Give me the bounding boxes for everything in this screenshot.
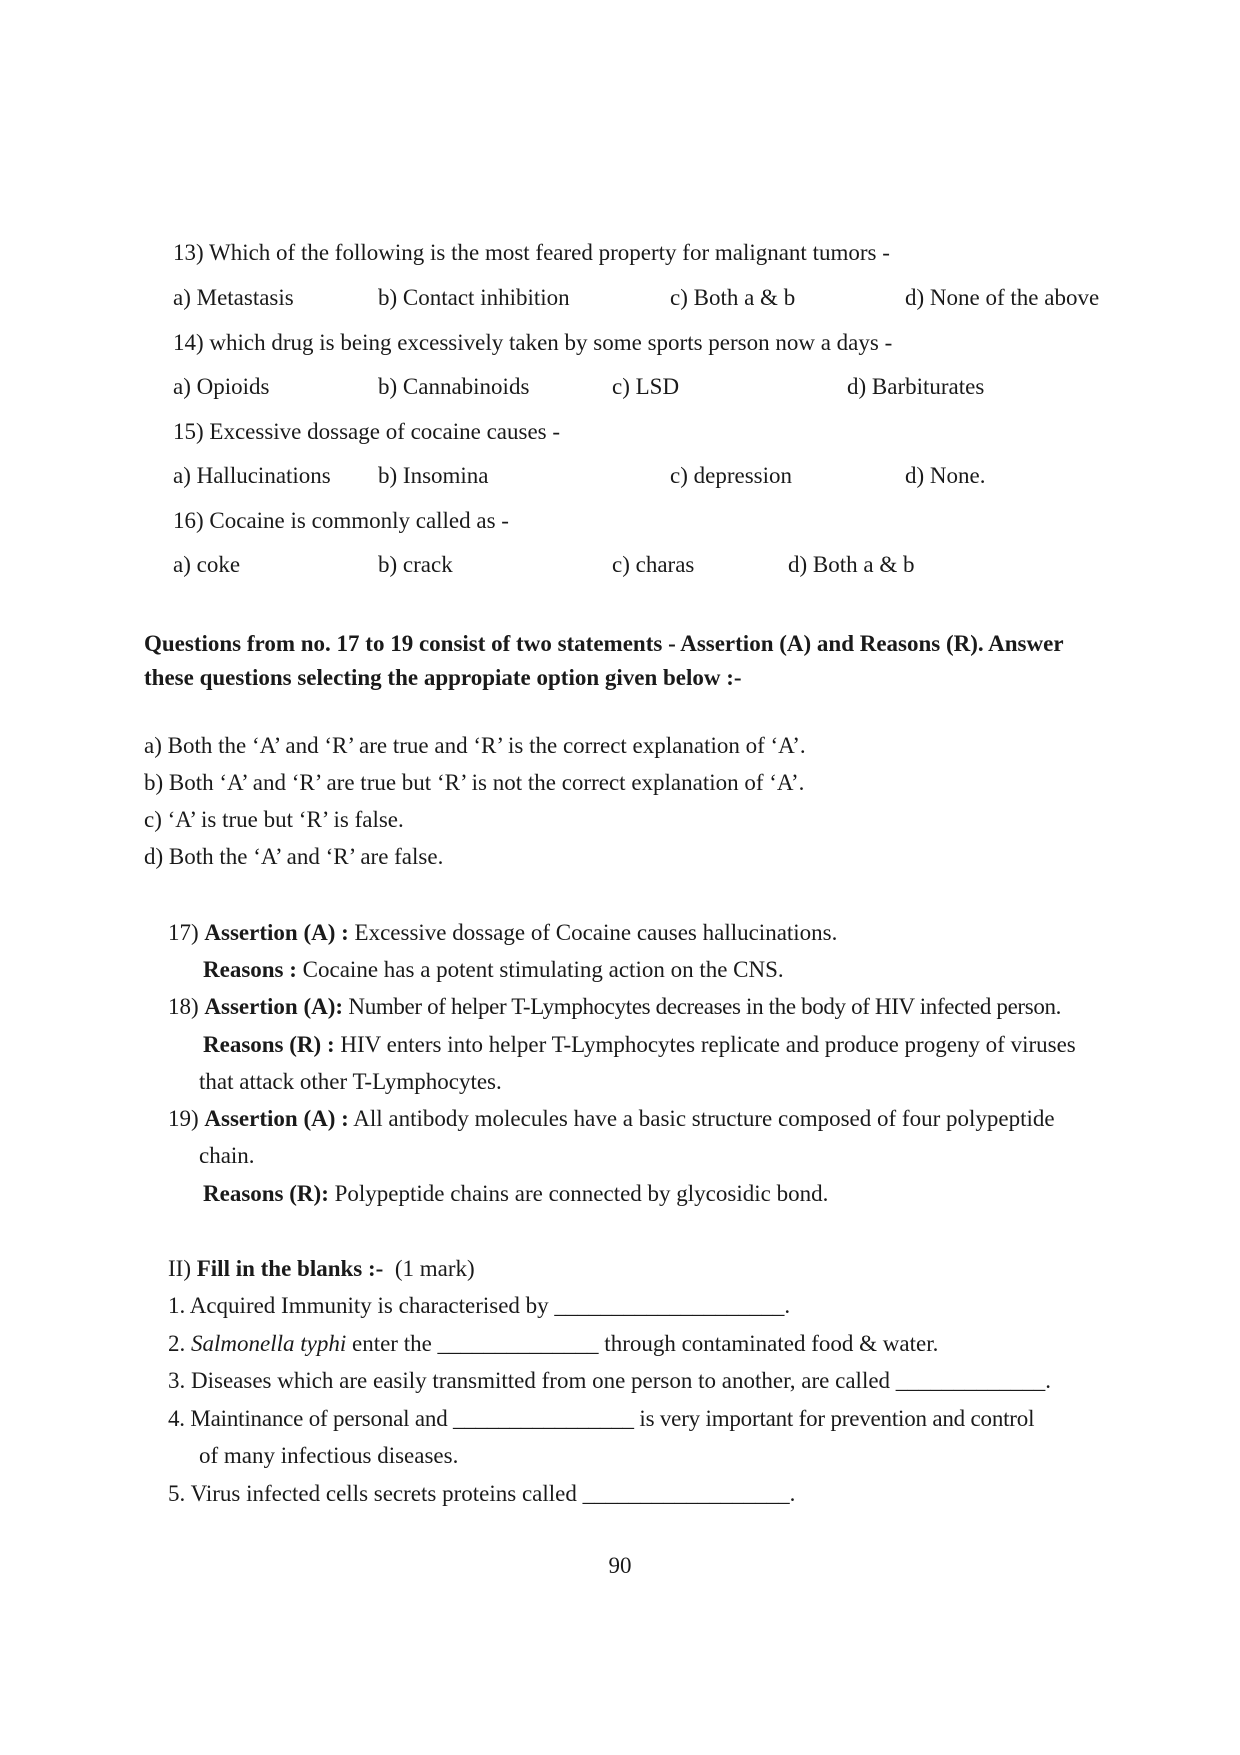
- assertion-instructions-line1: Questions from no. 17 to 19 consist of two statements - Assertion (A) and Reasons (R). Answer: [144, 631, 1064, 656]
- reason-label: Reasons (R) :: [203, 1032, 335, 1057]
- question-13: 13) Which of the following is the most feared property for malignant tumors -: [173, 240, 890, 265]
- assertion-19: [168, 1105, 1055, 1133]
- option-13b: b) Contact inhibition: [378, 285, 570, 310]
- assertion-option-b: b) Both ‘A’ and ‘R’ are true but ‘R’ is not the correct explanation of ‘A’.: [144, 770, 805, 795]
- option-13d: d) None of the above: [905, 285, 1100, 310]
- reason-label: Reasons :: [203, 957, 297, 982]
- option-14c: c) LSD: [612, 374, 680, 399]
- reason-label: Reasons (R):: [203, 1181, 329, 1206]
- question-15: 15) Excessive dossage of cocaine causes -: [173, 419, 561, 444]
- reason-17: [203, 956, 784, 984]
- option-14b: b) Cannabinoids: [378, 374, 530, 399]
- option-16b: b) crack: [378, 552, 453, 577]
- assertion-17: [168, 919, 837, 947]
- fill-blanks-heading: [168, 1255, 475, 1283]
- fill-blank-4-continued: of many infectious diseases.: [199, 1443, 459, 1468]
- question-number: 18): [168, 994, 199, 1019]
- option-15b: b) Insomina: [378, 463, 489, 488]
- option-14a: a) Opioids: [173, 374, 270, 399]
- assertion-option-d: d) Both the ‘A’ and ‘R’ are false.: [144, 844, 444, 869]
- option-15c: c) depression: [670, 463, 792, 488]
- fill-blank-4: 4. Maintinance of personal and ________________ is very important for prevention and control: [168, 1406, 1035, 1431]
- item-text: enter the ______________ through contaminated food & water.: [346, 1331, 939, 1356]
- reason-18: [203, 1031, 1076, 1059]
- question-number: 17): [168, 920, 199, 945]
- marks-note: (1 mark): [383, 1256, 475, 1281]
- assertion-label: Assertion (A) :: [204, 920, 349, 945]
- option-15d: d) None.: [905, 463, 986, 488]
- reason-text: Polypeptide chains are connected by glycosidic bond.: [328, 1181, 829, 1206]
- reason-18-continued: that attack other T-Lymphocytes.: [199, 1069, 502, 1094]
- question-16: 16) Cocaine is commonly called as -: [173, 508, 509, 533]
- assertion-instructions-line2: these questions selecting the appropiate option given below :-: [144, 665, 742, 690]
- assertion-text: Number of helper T-Lymphocytes decreases in the body of HIV infected person.: [343, 994, 1062, 1019]
- item-number: 2.: [168, 1331, 191, 1356]
- reason-text: HIV enters into helper T-Lymphocytes replicate and produce progeny of viruses: [334, 1032, 1076, 1057]
- question-number: 19): [168, 1106, 199, 1131]
- option-16a: a) coke: [173, 552, 241, 577]
- fill-blank-3: 3. Diseases which are easily transmitted from one person to another, are called _____________.: [168, 1368, 1052, 1393]
- option-16d: d) Both a & b: [788, 552, 915, 577]
- section-title: Fill in the blanks :-: [196, 1256, 384, 1281]
- assertion-text: Excessive dossage of Cocaine causes hallucinations.: [348, 920, 838, 945]
- fill-blank-1: 1. Acquired Immunity is characterised by ____________________.: [168, 1293, 791, 1318]
- page-number: 90: [608, 1553, 632, 1578]
- assertion-option-c: c) ‘A’ is true but ‘R’ is false.: [144, 807, 404, 832]
- assertion-label: Assertion (A) :: [204, 1106, 349, 1131]
- option-13c: c) Both a & b: [670, 285, 796, 310]
- fill-blank-5: 5. Virus infected cells secrets proteins called __________________.: [168, 1481, 796, 1506]
- assertion-18: [168, 993, 1061, 1021]
- species-name: Salmonella typhi: [191, 1331, 347, 1356]
- option-16c: c) charas: [612, 552, 695, 577]
- fill-blank-2: [168, 1330, 938, 1358]
- assertion-text: All antibody molecules have a basic structure composed of four polypeptide: [348, 1106, 1055, 1131]
- assertion-label: Assertion (A):: [204, 994, 344, 1019]
- option-14d: d) Barbiturates: [847, 374, 985, 399]
- question-14: 14) which drug is being excessively taken by some sports person now a days -: [173, 330, 893, 355]
- assertion-option-a: a) Both the ‘A’ and ‘R’ are true and ‘R’ is the correct explanation of ‘A’.: [144, 733, 806, 758]
- reason-19: [203, 1180, 828, 1208]
- assertion-19-continued: chain.: [199, 1143, 255, 1168]
- option-13a: a) Metastasis: [173, 285, 294, 310]
- section-prefix: II): [168, 1256, 197, 1281]
- reason-text: Cocaine has a potent stimulating action on the CNS.: [296, 957, 784, 982]
- option-15a: a) Hallucinations: [173, 463, 331, 488]
